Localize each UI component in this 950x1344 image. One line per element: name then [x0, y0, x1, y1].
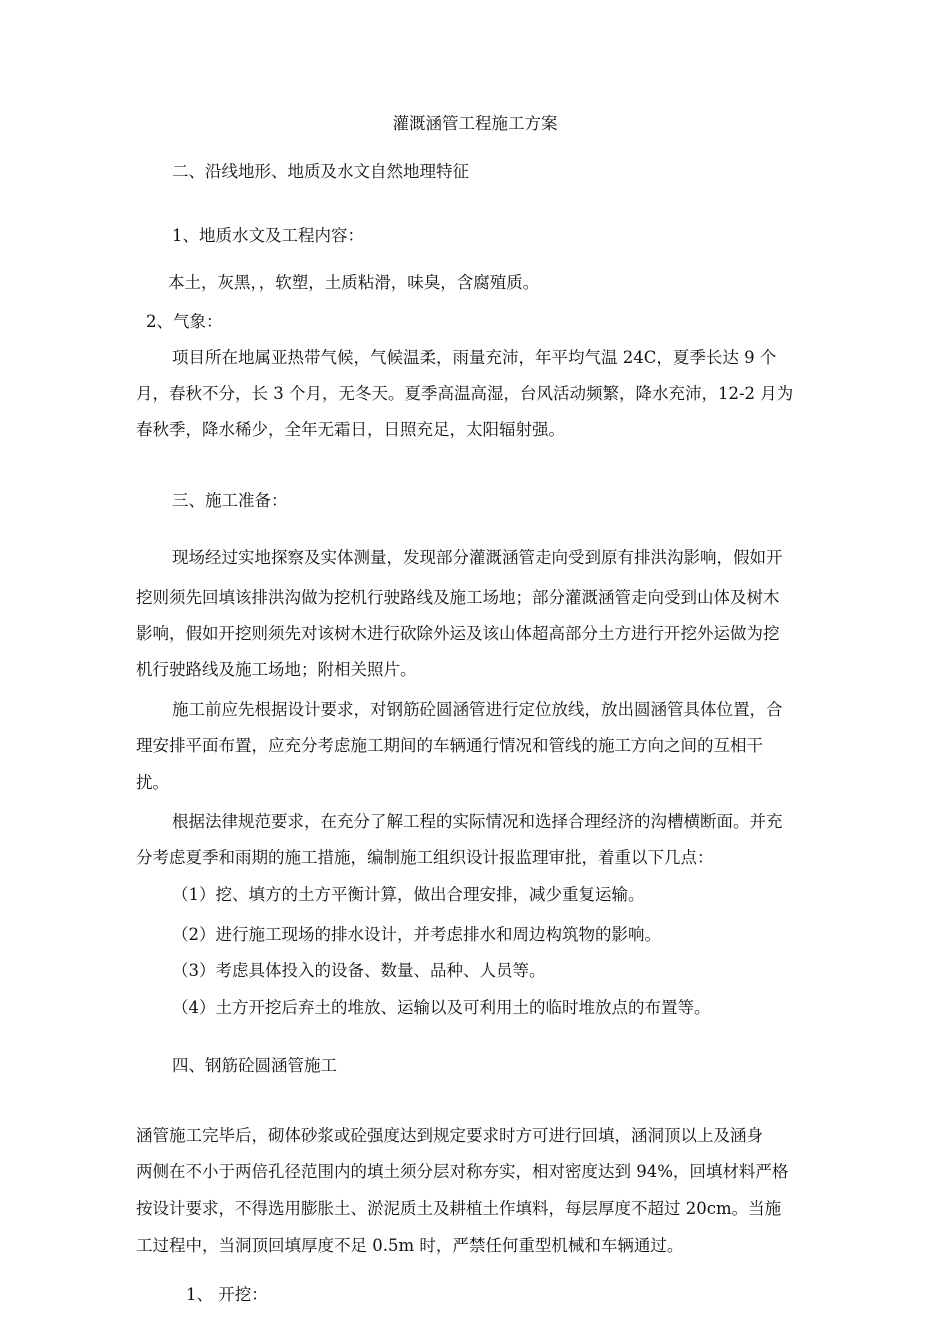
prep-para2-line: 理安排平面布置，应充分考虑施工期间的车辆通行情况和管线的施工方向之间的互相干 — [136, 736, 763, 755]
prep-para1-line: 影响，假如开挖则须先对该树木进行砍除外运及该山体超高部分土方进行开挖外运做为挖 — [136, 624, 780, 643]
section3-heading: 三、施工准备： — [172, 491, 288, 510]
prep-para3-line: 根据法律规范要求，在充分了解工程的实际情况和选择合理经济的沟槽横断面。并充 — [172, 812, 783, 831]
document-title: 灌溉涵管工程施工方案 — [392, 114, 558, 133]
climate-line: 项目所在地属亚热带气候，气候温柔，雨量充沛，年平均气温 24C，夏季长达 9 个 — [172, 348, 777, 367]
item1-text: 本土，灰黑，，软塑，土质粘滑，味臭，含腐殖质。 — [168, 273, 540, 292]
prep-para1-line: 机行驶路线及施工场地；附相关照片。 — [136, 660, 417, 679]
climate-line: 春秋季，降水稀少，全年无霜日，日照充足，太阳辐射强。 — [136, 420, 565, 439]
prep-para3-line: 分考虑夏季和雨期的施工措施，编制施工组织设计报监理审批，着重以下几点： — [136, 848, 714, 867]
prep-point: （2）进行施工现场的排水设计，并考虑排水和周边构筑物的影响。 — [172, 925, 661, 944]
prep-para1-line: 现场经过实地探察及实体测量，发现部分灌溉涵管走向受到原有排洪沟影响，假如开 — [172, 548, 783, 567]
prep-para2-line: 扰。 — [136, 773, 169, 792]
culvert-line: 两侧在不小于两倍孔径范围内的填土须分层对称夯实，相对密度达到 94%，回填材料严格 — [136, 1162, 789, 1181]
section4-heading: 四、钢筋砼圆涵管施工 — [172, 1056, 337, 1075]
culvert-line: 工过程中，当洞顶回填厚度不足 0.5m 时，严禁任何重型机械和车辆通过。 — [136, 1236, 684, 1255]
section2-heading: 二、沿线地形、地质及水文自然地理特征 — [172, 162, 469, 181]
prep-para2-line: 施工前应先根据设计要求，对钢筋砼圆涵管进行定位放线，放出圆涵管具体位置，合 — [172, 700, 783, 719]
item1-heading: 1、地质水文及工程内容： — [172, 226, 364, 245]
item2-heading: 2、气象： — [146, 312, 223, 331]
culvert-line: 按设计要求，不得选用膨胀土、淤泥质土及耕植土作填料，每层厚度不超过 20cm。当施 — [136, 1199, 782, 1218]
prep-point: （1）挖、填方的土方平衡计算，做出合理安排，减少重复运输。 — [172, 885, 645, 904]
excavation-heading: 1、 开挖： — [186, 1285, 268, 1304]
climate-line: 月，春秋不分，长 3 个月，无冬天。夏季高温高湿，台风活动频繁，降水充沛，12-2 月为 — [136, 384, 794, 403]
prep-point: （3）考虑具体投入的设备、数量、品种、人员等。 — [172, 961, 546, 980]
prep-para1-line: 挖则须先回填该排洪沟做为挖机行驶路线及施工场地；部分灌溉涵管走向受到山体及树木 — [136, 588, 780, 607]
culvert-line: 涵管施工完毕后，砌体砂浆或砼强度达到规定要求时方可进行回填，涵洞顶以上及涵身 — [136, 1126, 763, 1145]
prep-point: （4）土方开挖后弃土的堆放、运输以及可利用土的临时堆放点的布置等。 — [172, 998, 711, 1017]
